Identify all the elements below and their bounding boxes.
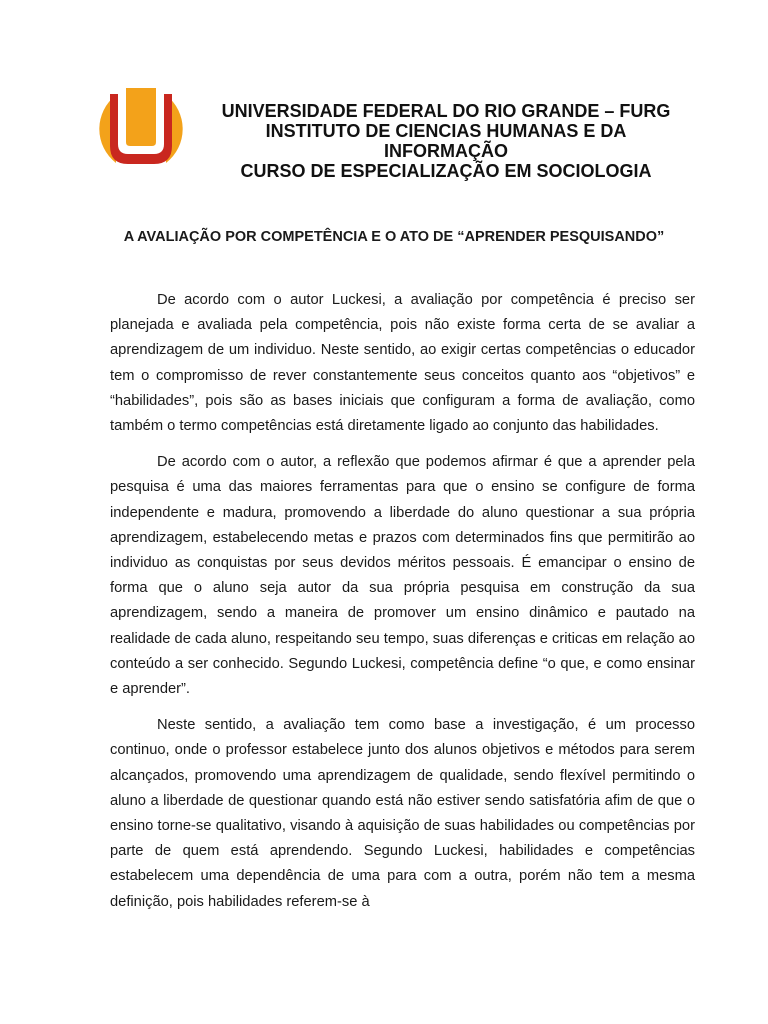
- institute-name-continued: INFORMAÇÃO: [384, 141, 508, 161]
- furg-logo-icon: [96, 84, 186, 174]
- institute-name: INSTITUTO DE CIENCIAS HUMANAS E DA: [265, 121, 627, 141]
- document-body: [110, 288, 695, 926]
- university-name: UNIVERSIDADE FEDERAL DO RIO GRANDE – FURG: [221, 101, 671, 121]
- paragraph: Neste sentido, a avaliação tem como base a investigação, é um processo continuo, onde o professor estabelece junto dos alunos objetivos e métodos para serem alcançados, promovendo uma aprendizagem de qualidade, sendo flexível permitindo o aluno a liberdade de questionar quando está não estiver sendo satisfatória afim de que o ensino torne-se qualitativo, visando à aquisição de suas habilidades ou competências por parte de quem está aprendendo. Segundo Luckesi, habilidades e competências estabelecem uma dependência de uma para com a outra, porém não tem a mesma definição, pois habilidades referem-se à: [110, 717, 695, 910]
- paragraph: De acordo com o autor, a reflexão que podemos afirmar é que a aprender pela pesquisa é uma das maiores ferramentas para que o ensino se configure de forma independente e madura, promovendo a liberdade do aluno questionar a sua própria aprendizagem, estabelecendo metas e prazos com determinados fins que permitirão ao individuo as conquistas por seus devidos méritos pessoais. É emancipar o ensino de forma que o aluno seja autor da sua própria pesquisa em construção da sua aprendizagem, sendo a maneira de promover um ensino dinâmico e pautado na realidade de cada aluno, respeitando seu tempo, suas diferenças e criticas em relação ao conteúdo a ser conhecido. Segundo Luckesi, competência define “o que, e como ensinar e aprender”.: [110, 454, 695, 698]
- paragraph: De acordo com o autor Luckesi, a avaliação por competência é preciso ser planejada e avaliada pela competência, pois não existe forma certa de se avaliar a aprendizagem de um individuo. Neste sentido, ao exigir certas competências o educador tem o compromisso de rever constantemente seus conceitos quanto aos “objetivos” e “habilidades”, pois são as bases iniciais que configuram a forma de avaliação, como também o termo competências está diretamente ligado ao conjunto das habilidades.: [110, 292, 695, 435]
- institution-header: [190, 101, 702, 181]
- document-title: A AVALIAÇÃO POR COMPETÊNCIA E O ATO DE “APRENDER PESQUISANDO”: [123, 229, 665, 245]
- course-name: CURSO DE ESPECIALIZAÇÃO EM SOCIOLOGIA: [240, 161, 652, 181]
